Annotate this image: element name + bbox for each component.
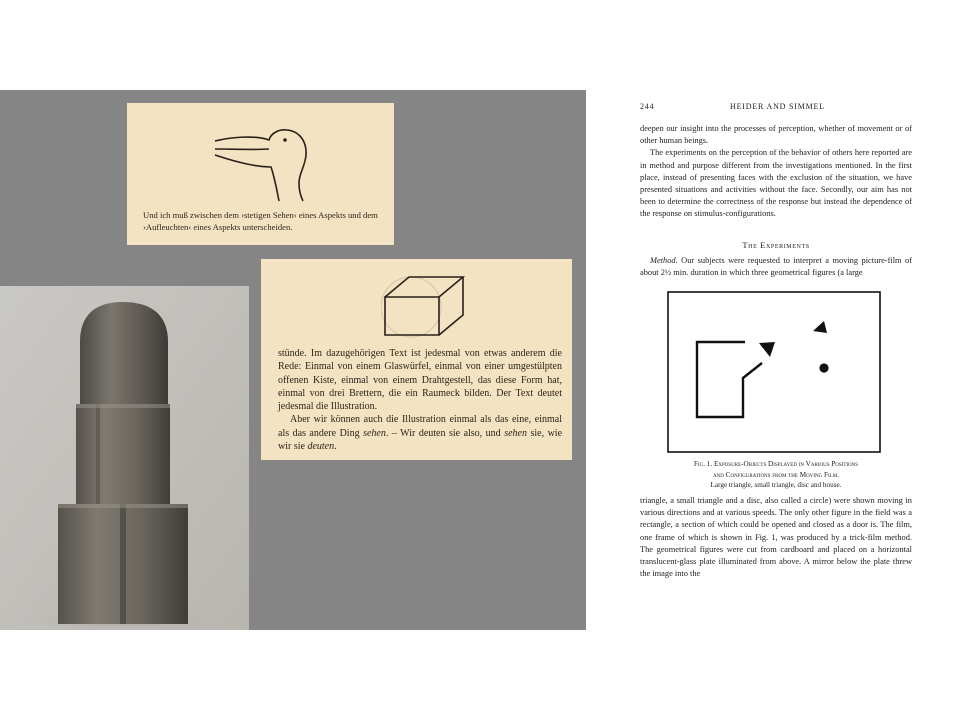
large-triangle bbox=[759, 342, 775, 357]
duck-rabbit-clipping bbox=[127, 103, 394, 245]
small-triangle bbox=[813, 321, 827, 333]
figure-caption-line-3: Large triangle, small triangle, disc and house. bbox=[710, 481, 842, 489]
duck-rabbit-caption: Und ich muß zwischen dem ›stetigen Sehen‹ eines Aspekts und dem ›Aufleuchten‹ eines Aspekts unterscheiden. bbox=[143, 210, 378, 232]
paper-body-bottom bbox=[640, 495, 912, 580]
figure-caption-line-2: and Configurations from the Moving Film. bbox=[713, 470, 839, 479]
method-text: . Our subjects were requested to interpret a moving picture-film of about 2½ min. duration in which three geometrical figures (a large bbox=[640, 256, 912, 278]
box-illusion-clipping bbox=[261, 259, 572, 460]
page-number: 244 bbox=[640, 102, 655, 111]
stone-sculpture-photo bbox=[0, 286, 249, 630]
paragraph-1: deepen our insight into the processes of perception, whether of movement or of other human beings. bbox=[640, 124, 912, 146]
running-title: HEIDER AND SIMMEL bbox=[730, 102, 825, 111]
method-paragraph bbox=[640, 255, 912, 279]
disc bbox=[819, 363, 828, 372]
box-illusion-text bbox=[278, 347, 562, 453]
paragraph-2: The experiments on the perception of the behavior of others here reported are in method and purpose different from the investigations mentioned. In the first place, instead of presenting faces with the exclusion of the situation, we have presented situations and activities without the face. Secondly, our aim has not been to determine the correctness of the response but instead the dependence of the response on stimulus-configurations. bbox=[640, 148, 912, 219]
house-shape bbox=[697, 342, 762, 417]
paragraph-3: triangle, a small triangle and a disc, also called a circle) were shown moving in various directions and at various speeds. The only other figure in the field was a rectangle, a section of which could be opened and closed as a door is. The film, one frame of which is shown in Fig. 1, was produced by a trick-film method. The geometrical figures were cut from cardboard and placed on a horizontal translucent-glass plate illuminated from above. A mirror below the plate threw the image into the bbox=[640, 496, 912, 579]
box-drawing bbox=[381, 273, 465, 339]
paper-page bbox=[600, 90, 930, 590]
figure-caption bbox=[640, 459, 912, 491]
method-label: Method bbox=[650, 256, 676, 265]
section-title: The Experiments bbox=[742, 240, 810, 250]
duck-rabbit-drawing bbox=[211, 127, 321, 203]
sculpture-image bbox=[0, 286, 249, 630]
box-paragraph-2: Aber wir können auch die Illustration einmal als das eine, einmal als das andere Ding sehen. – Wir deuten sie also, und sehen sie, wie wir sie deuten. bbox=[278, 414, 563, 453]
figure-1-frame bbox=[667, 291, 881, 453]
paper-body-top bbox=[640, 123, 912, 221]
film-frame-border bbox=[668, 292, 880, 452]
figure-caption-line-1: Fig. 1. Exposure-Objects Displayed in Various Positions bbox=[693, 460, 859, 468]
box-paragraph-1: stünde. Im dazugehörigen Text ist jedesmal von etwas anderem die Rede: Einmal von einem Glaswürfel, einmal von einer umgestülpten offenen Kiste, einmal von einem Drahtgestell, das diese Form hat, einmal von drei Brettern, die ein Raumeck bilden. Der Text deutet jedesmal die Illustration. bbox=[278, 348, 562, 413]
